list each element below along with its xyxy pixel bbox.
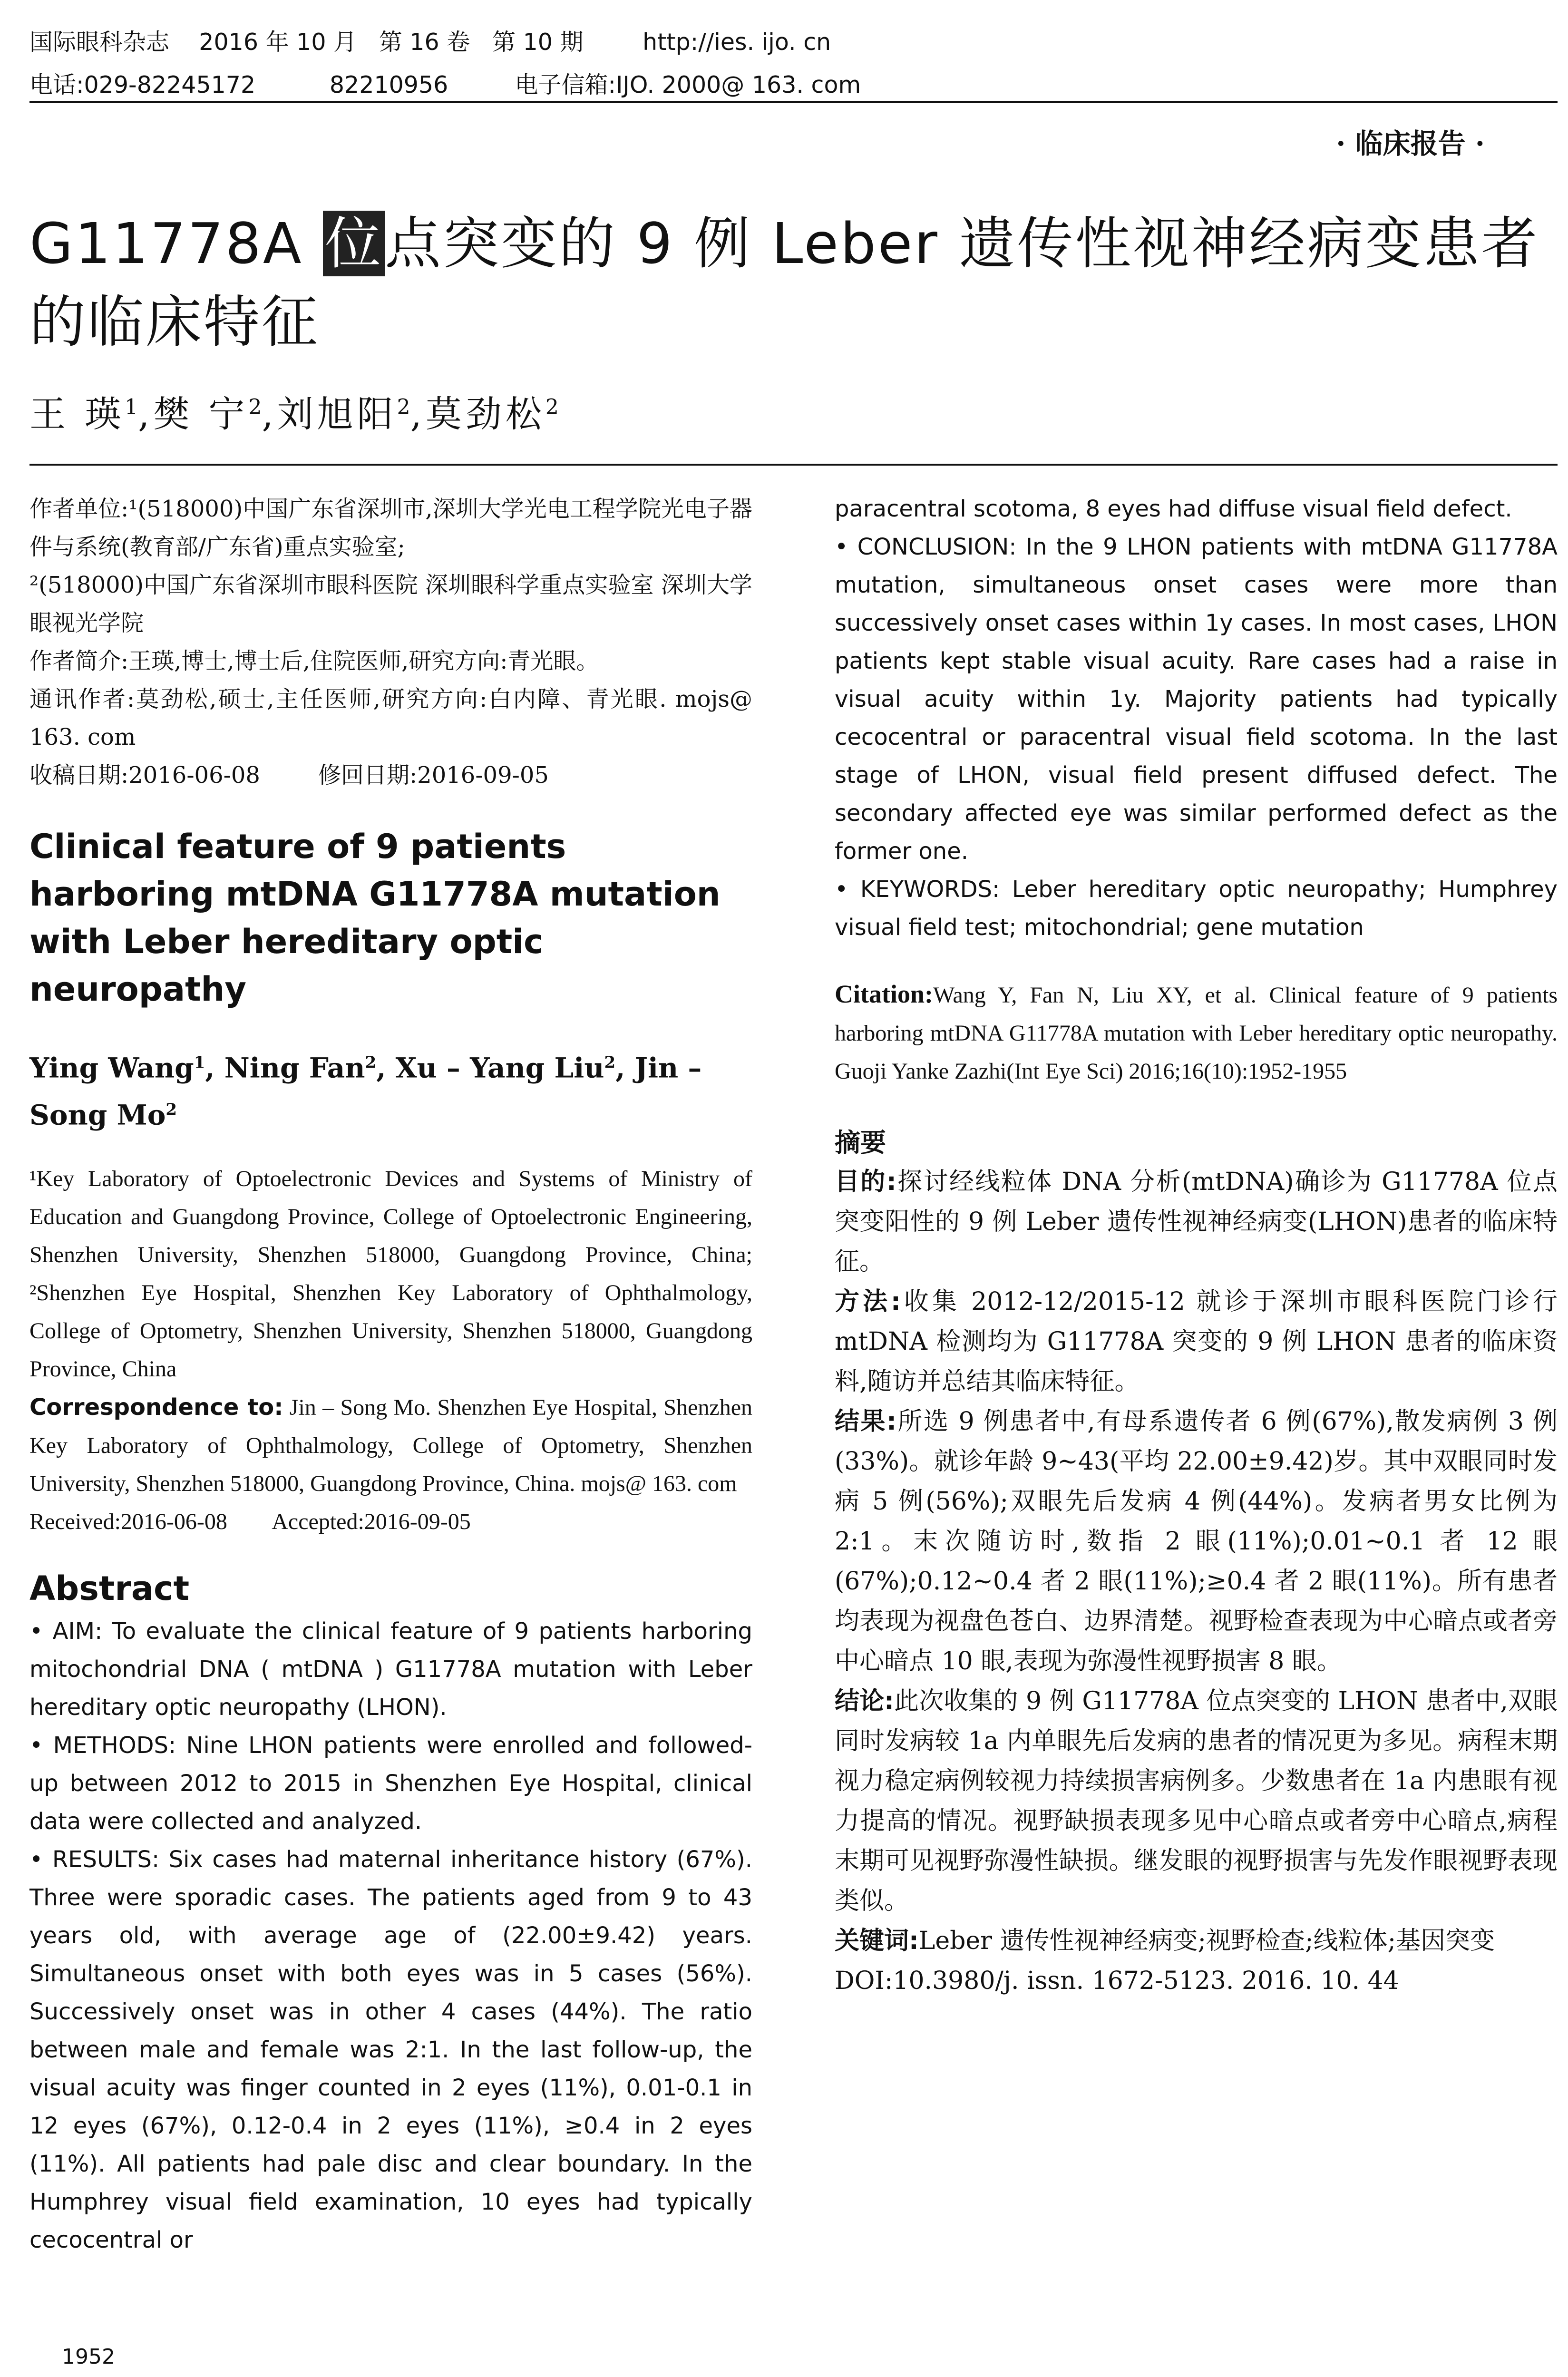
results-cn-text: 所选 9 例患者中,有母系遗传者 6 例(67%),散发病例 3 例(33%)。就诊年龄 9~43(平均 22.00±9.42)岁。其中双眼同时发病 5 例(56%);双眼先后发病 4 例(44%)。发病者男女比例为 2:1。末次随访时,数指 2 眼(11%);0.01~0.1 者 12 眼(67%);0.12~0.4 者 2 眼(11%);≥0.4 者 2 眼(11%)。所有患者均表现为视盘色苍白、边界清楚。视野检查表现为中心暗点或者旁中心暗点 10 眼,表现为弥漫性视野损害 8 眼。	[835, 1407, 1558, 1676]
results-text: Six cases had maternal inheritance history (67%). Three were sporadic cases. The patients aged from 9 to 43 years old, with average age of (22.00±9.42) years. Simultaneous onset with both eyes was in 5 cases (56%). Successively onset was in other 4 cases (44%). The ratio between male and female was 2:1. In the last follow-up, the visual acuity was finger counted in 2 eyes (11%), 0.01-0.1 in 12 eyes (67%), 0.12-0.4 in 2 eyes (11%), ≥0.4 in 2 eyes (11%). All patients had pale disc and clear boundary. In the Humphrey visual field examination, 10 eyes had typically cecocentral or	[29, 1846, 752, 2253]
abstract-results	[29, 1841, 752, 2259]
correspondence-en	[29, 1388, 752, 1503]
header-rule	[29, 101, 1558, 103]
author-en-1: Ying Wang	[29, 1052, 194, 1084]
dates-en: Received:2016-06-08 Accepted:2016-09-05	[29, 1509, 471, 1534]
section-tag: · 临床报告 ·	[1336, 127, 1485, 160]
results-label: • RESULTS:	[29, 1846, 160, 1873]
keywords-label: • KEYWORDS:	[835, 876, 1000, 903]
authors-cn	[29, 385, 559, 437]
author-en-3-sup: 2	[604, 1053, 616, 1072]
author-cn-2: ,樊 宁	[138, 393, 249, 435]
aim-label: • AIM:	[29, 1617, 103, 1645]
author-en-2-sup: 2	[365, 1053, 377, 1072]
aim-text: To evaluate the clinical feature of 9 patients harboring mitochondrial DNA ( mtDNA ) G11778A mutation with Leber hereditary optic neuropathy (LHON).	[29, 1617, 752, 1721]
author-en-1-sup: 1	[194, 1053, 205, 1072]
journal-header-line2: 电话:029-82245172 82210956 电子信箱:IJO. 2000@ 163. com	[29, 71, 861, 98]
keywords-text: Leber hereditary optic neuropathy; Humphrey visual field test; mitochondrial; gene mutation	[835, 876, 1558, 941]
conclusion-cn-text: 此次收集的 9 例 G11778A 位点突变的 LHON 患者中,双眼同时发病较 1a 内单眼先后发病的患者的情况更为多见。病程末期视力稳定病例较视力持续损害病例多。少数患者在 1a 内患眼有视力提高的情况。视野缺损表现多见中心暗点或者旁中心暗点,病程末期可见视野弥漫性缺损。继发眼的视野损害与先发作眼视野表现类似。	[835, 1687, 1558, 1915]
conclusion-cn-label: 结论:	[835, 1687, 894, 1715]
title-line2: 的临床特征	[29, 289, 320, 355]
author-en-2: , Ning Fan	[205, 1052, 365, 1084]
abstract-heading: Abstract	[29, 1568, 190, 1608]
author-cn-4-sup: 2	[545, 395, 559, 419]
author-cn-3: ,刘旭阳	[262, 393, 397, 435]
dates-cn: 收稿日期:2016-06-08 修回日期:2016-09-05	[29, 762, 549, 789]
abstract-cn-heading: 摘要	[835, 1128, 886, 1158]
conclusion-cn	[835, 1681, 1558, 1921]
author-bio: 作者简介:王瑛,博士,博士后,住院医师,研究方向:青光眼。	[29, 648, 599, 674]
methods-cn	[835, 1282, 1558, 1402]
title-part1: G11778A	[29, 211, 323, 276]
keywords-cn-label: 关键词:	[835, 1927, 919, 1955]
conclusion-label: • CONCLUSION:	[835, 534, 1017, 560]
author-en-4: , Jin – Song Mo	[29, 1052, 702, 1131]
aim-cn-label: 目的:	[835, 1168, 896, 1196]
author-cn-4: ,莫劲松	[410, 393, 545, 435]
paper-title	[29, 205, 1551, 361]
methods-cn-text: 收集 2012-12/2015-12 就诊于深圳市眼科医院门诊行 mtDNA 检测均为 G11778A 突变的 9 例 LHON 患者的临床资料,随访并总结其临床特征。	[835, 1287, 1558, 1396]
left-column	[29, 490, 752, 2259]
author-cn-2-sup: 2	[248, 395, 262, 419]
author-en-3: , Xu – Yang Liu	[376, 1052, 604, 1084]
abstract-results-cont: paracentral scotoma, 8 eyes had diffuse visual field defect.	[835, 496, 1512, 522]
abstract-methods	[29, 1726, 752, 1841]
author-cn-1: 王 瑛	[29, 393, 125, 435]
results-cn	[835, 1402, 1558, 1681]
methods-label: • METHODS:	[29, 1732, 176, 1759]
title-highlight: 位	[323, 211, 385, 276]
aim-cn-text: 探讨经线粒体 DNA 分析(mtDNA)确诊为 G11778A 位点突变阳性的 9 例 Leber 遗传性视神经病变(LHON)患者的临床特征。	[835, 1168, 1558, 1276]
page-number: 1952	[62, 2345, 115, 2369]
affiliation-cn-2: ²(518000)中国广东省深圳市眼科医院 深圳眼科学重点实验室 深圳大学眼视光学院	[29, 572, 752, 636]
author-en-4-sup: 2	[166, 1100, 177, 1120]
doi: DOI:10.3980/j. issn. 1672-5123. 2016. 10. 44	[835, 1967, 1399, 1995]
aim-cn	[835, 1162, 1558, 1282]
citation-text: Wang Y, Fan N, Liu XY, et al. Clinical feature of 9 patients harboring mtDNA G11778A mutation with Leber hereditary optic neuropathy. Guoji Yanke Zazhi(Int Eye Sci) 2016;16(10):1952-1955	[835, 983, 1558, 1084]
abstract-keywords	[835, 870, 1558, 946]
right-column	[835, 490, 1558, 2001]
affiliation-cn-1: 作者单位:¹(518000)中国广东省深圳市,深圳大学光电工程学院光电子器件与系统(教育部/广东省)重点实验室;	[29, 496, 752, 560]
keywords-cn	[835, 1921, 1558, 1961]
author-rule	[29, 464, 1558, 466]
citation	[835, 975, 1558, 1091]
author-cn-3-sup: 2	[397, 395, 410, 419]
journal-header-line1: 国际眼科杂志 2016 年 10 月 第 16 卷 第 10 期 http://ies. ijo. cn	[29, 29, 831, 56]
author-cn-1-sup: 1	[125, 395, 138, 419]
methods-text: Nine LHON patients were enrolled and followed-up between 2012 to 2015 in Shenzhen Eye Hospital, clinical data were collected and analyzed.	[29, 1732, 753, 1835]
correspondence-cn: 通讯作者:莫劲松,硕士,主任医师,研究方向:白内障、青光眼. mojs@ 163. com	[29, 686, 752, 750]
methods-cn-label: 方法:	[835, 1287, 901, 1316]
conclusion-text: In the 9 LHON patients with mtDNA G11778A mutation, simultaneous onset cases were more than successively onset cases within 1y cases. In most cases, LHON patients kept stable visual acuity. Rare cases had a raise in visual acuity within 1y. Majority patients had typically cecocentral or paracentral visual field scotoma. In the last stage of LHON, visual field present diffused defect. The secondary affected eye was similar performed defect as the former one.	[835, 534, 1558, 865]
results-cn-label: 结果:	[835, 1407, 896, 1436]
abstract-conclusion	[835, 528, 1558, 870]
citation-label: Citation:	[835, 980, 933, 1008]
correspondence-en-text: Jin – Song Mo. Shenzhen Eye Hospital, Shenzhen Key Laboratory of Ophthalmology, College of Optometry, Shenzhen University, Shenzhen 518000, Guangdong Province, China. mojs@ 163. com	[29, 1394, 752, 1496]
abstract-aim	[29, 1612, 752, 1726]
affiliation-en: ¹Key Laboratory of Optoelectronic Devices and Systems of Ministry of Education and Guangdong Province, College of Optoelectronic Engineering, Shenzhen University, Shenzhen 518000, Guangdong Province, China; ²Shenzhen Eye Hospital, Shenzhen Key Laboratory of Ophthalmology, College of Optometry, Shenzhen University, Shenzhen 518000, Guangdong Province, China	[29, 1166, 752, 1382]
correspondence-en-label: Correspondence to:	[29, 1393, 283, 1421]
english-authors	[29, 1042, 752, 1136]
english-title: Clinical feature of 9 patients harboring mtDNA G11778A mutation with Leber hereditary optic neuropathy	[29, 827, 721, 1009]
keywords-cn-text: Leber 遗传性视神经病变;视野检查;线粒体;基因突变	[918, 1927, 1495, 1955]
title-part2: 点突变的 9 例 Leber 遗传性视神经病变患者	[385, 211, 1539, 276]
